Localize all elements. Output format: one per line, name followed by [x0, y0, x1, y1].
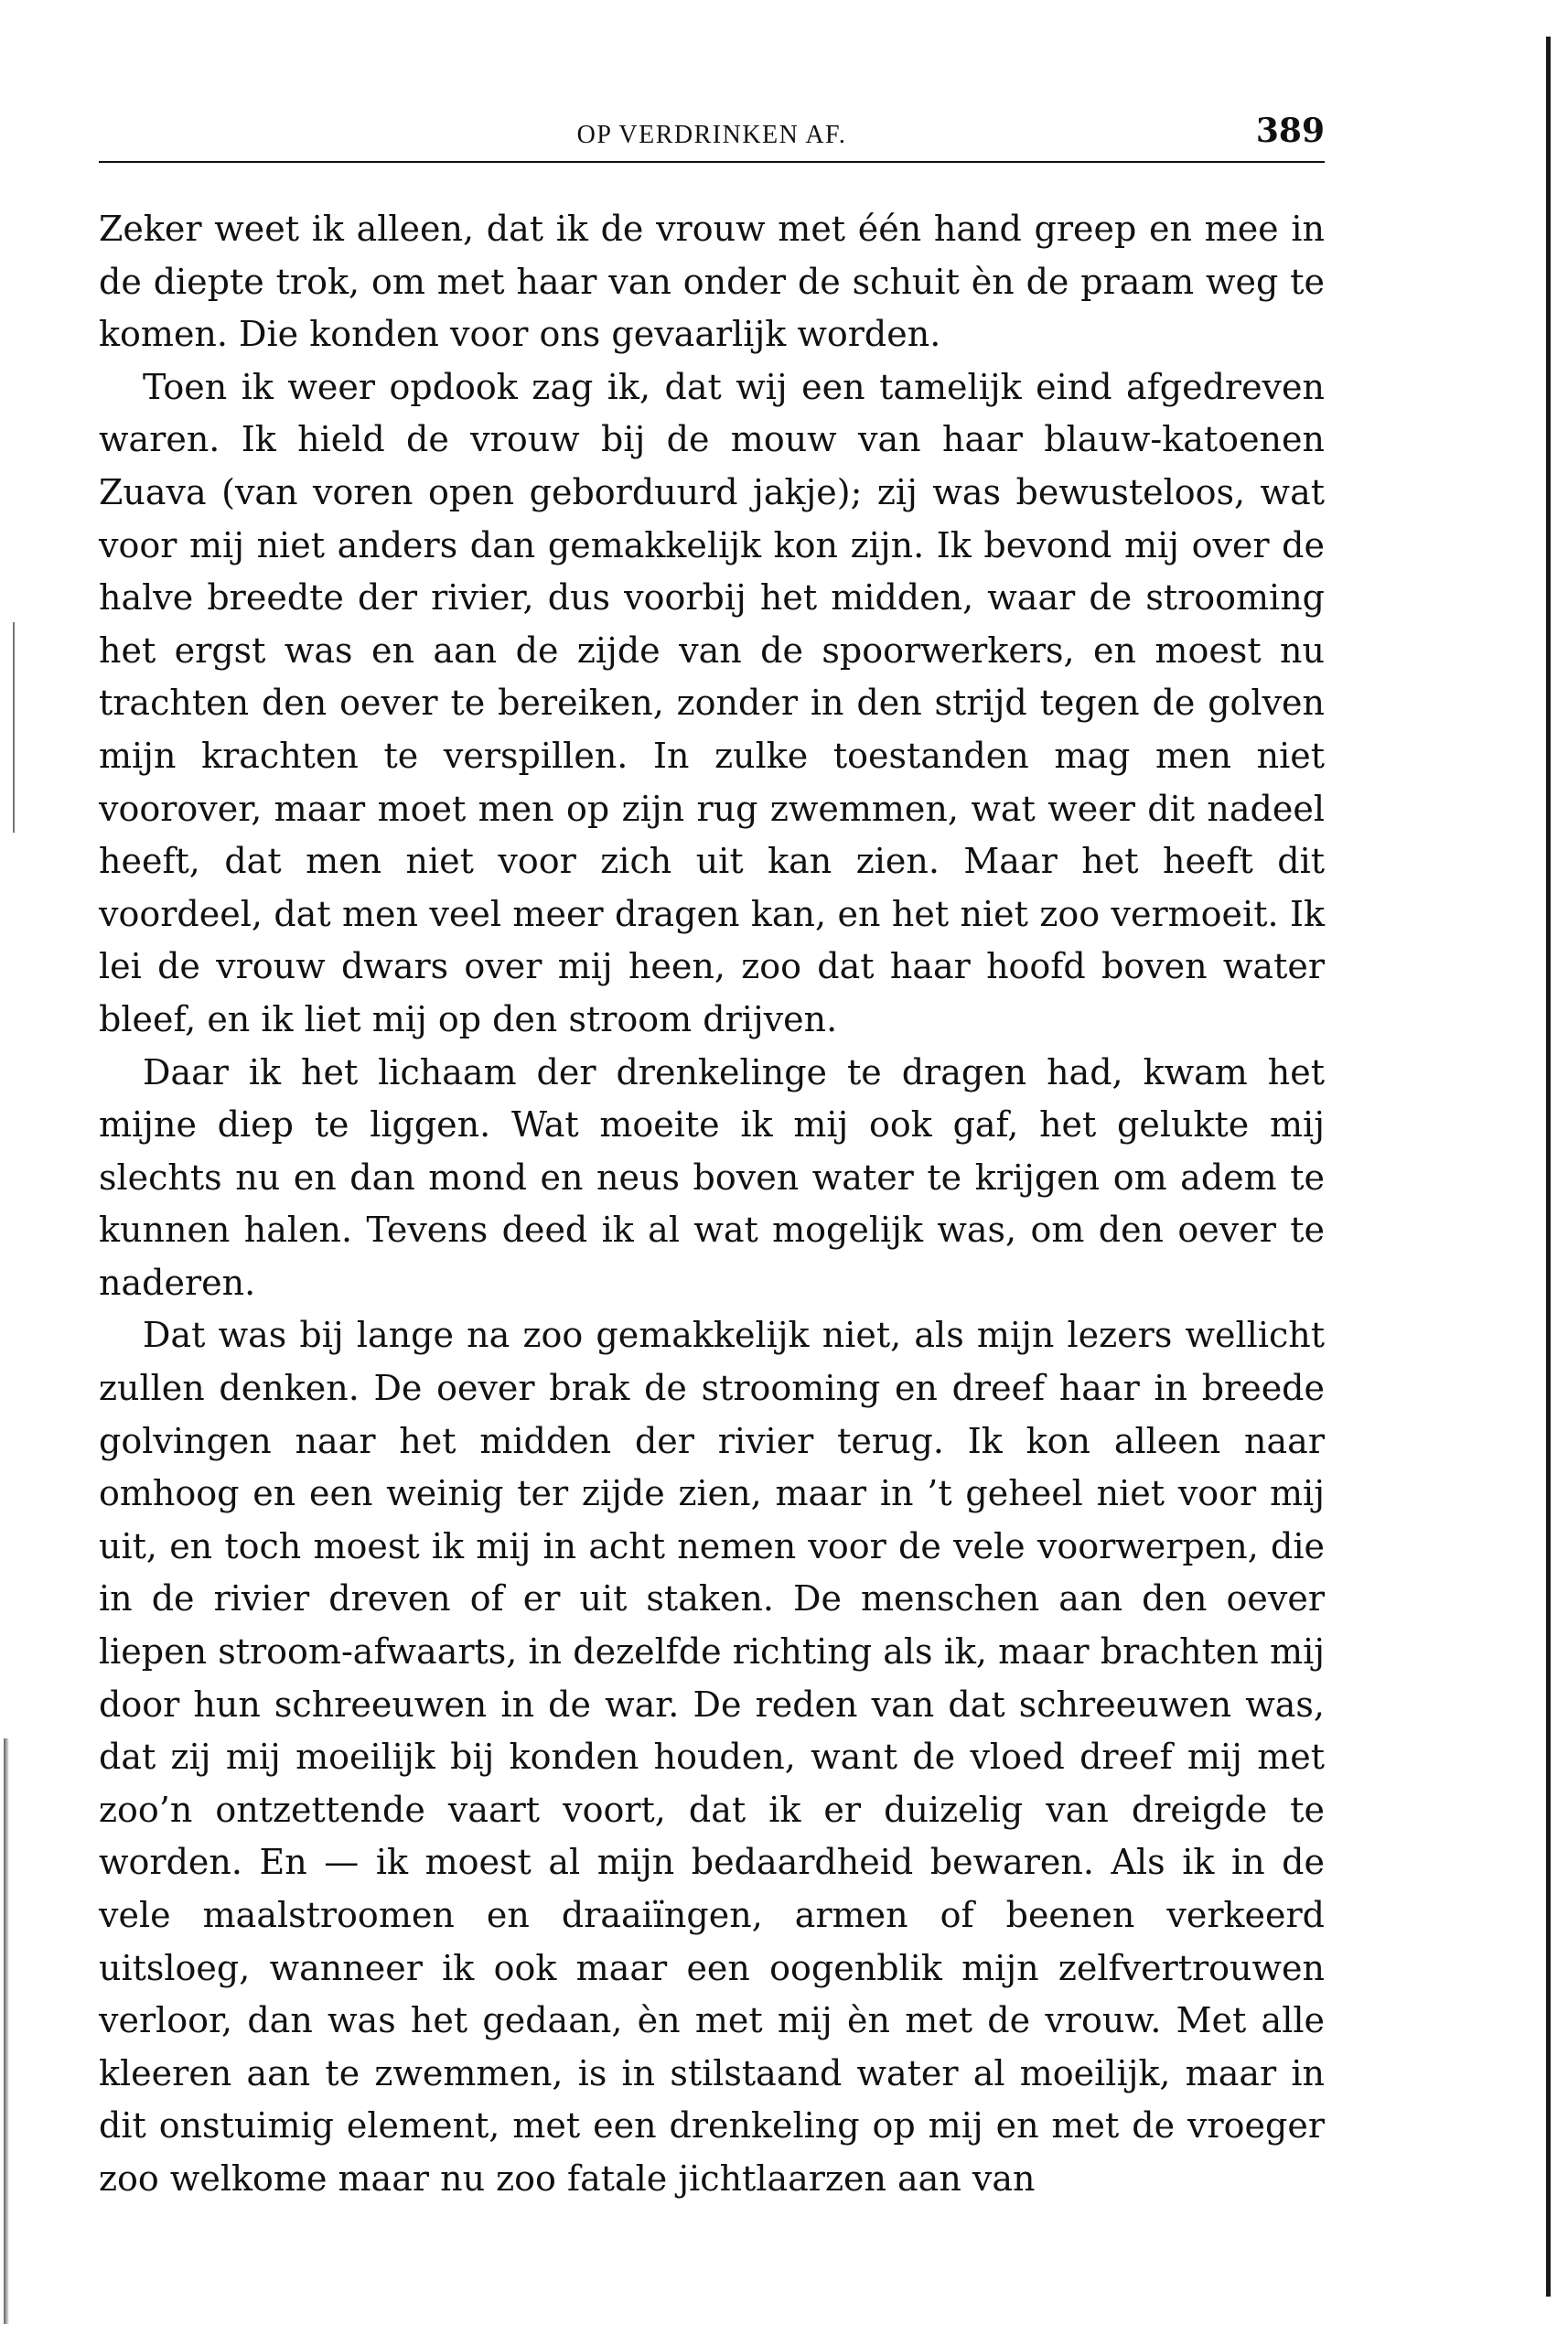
page-edge-shadow	[1546, 37, 1551, 2297]
paragraph: Toen ik weer opdook zag ik, dat wij een tamelijk eind afgedreven waren. Ik hield de vrouw bij de mouw van haar blauw-katoenen Zuava (van voren open geborduurd jakje); zij was bewusteloos, wat voor mij niet anders dan gemakkelijk kon zijn. Ik bevond mij over de halve breedte der rivier, dus voorbij het midden, waar de strooming het ergst was en aan de zijde van de spoorwerkers, en moest nu trachten den oever te bereiken, zonder in den strijd tegen de golven mijn krachten te verspillen. In zulke toestanden mag men niet voorover, maar moet men op zijn rug zwemmen, wat weer dit nadeel heeft, dat men niet voor zich uit kan zien. Maar het heeft dit voordeel, dat men veel meer dragen kan, en het niet zoo vermoeit. Ik lei de vrouw dwars over mij heen, zoo dat haar hoofd boven water bleef, en ik liet mij op den stroom drijven.	[99, 366, 1325, 1039]
paragraph: Daar ik het lichaam der drenkelinge te dragen had, kwam het mijne diep te liggen. Wat moeite ik mij ook gaf, het gelukte mij slechts nu en dan mond en neus boven water te krijgen om adem te kunnen halen. Tevens deed ik al wat mogelijk was, om den oever te naderen.	[99, 1051, 1325, 1303]
header-rule	[99, 161, 1325, 163]
paragraph: Dat was bij lange na zoo gemakkelijk niet, als mijn lezers wellicht zullen denken. De oever brak de strooming en dreef haar in breede golvingen naar het midden der rivier terug. Ik kon alleen naar omhoog en een weinig ter zijde zien, maar in ’t geheel niet voor mij uit, en toch moest ik mij in acht nemen voor de vele voorwerpen, die in de rivier dreven of er uit staken. De menschen aan den oever liepen stroom-afwaarts, in dezelfde richting als ik, maar brachten mij door hun schreeuwen in de war. De reden van dat schreeuwen was, dat zij mij moeilijk bij konden houden, want de vloed dreef mij met zoo’n ontzettende vaart voort, dat ik er duizelig van dreigde te worden. En — ik moest al mijn bedaardheid bewaren. Als ik in de vele maalstroomen en draaiïngen, armen of beenen verkeerd uitsloeg, wanneer ik ook maar een oogenblik mijn zelfvertrouwen verloor, dan was het gedaan, èn met mij èn met de vrouw. Met alle kleeren aan te zwemmen, is in stilstaand water al moeilijk, maar in dit onstuimig element, met een drenkeling op mij en met de vroeger zoo welkome maar nu zoo fatale jichtlaarzen aan van	[99, 1315, 1325, 2199]
body-text	[99, 203, 1325, 2206]
binding-edge-shadow	[4, 1738, 9, 2324]
binding-edge-mark	[13, 622, 15, 833]
page-number: 389	[1255, 112, 1325, 150]
paragraph: Zeker weet ik alleen, dat ik de vrouw met één hand greep en mee in de diepte trok, om met haar van onder de schuit èn de praam weg te komen. Die konden voor ons gevaarlijk worden.	[99, 209, 1325, 355]
running-title: OP VERDRINKEN AF.	[576, 121, 847, 149]
running-head	[99, 108, 1325, 163]
